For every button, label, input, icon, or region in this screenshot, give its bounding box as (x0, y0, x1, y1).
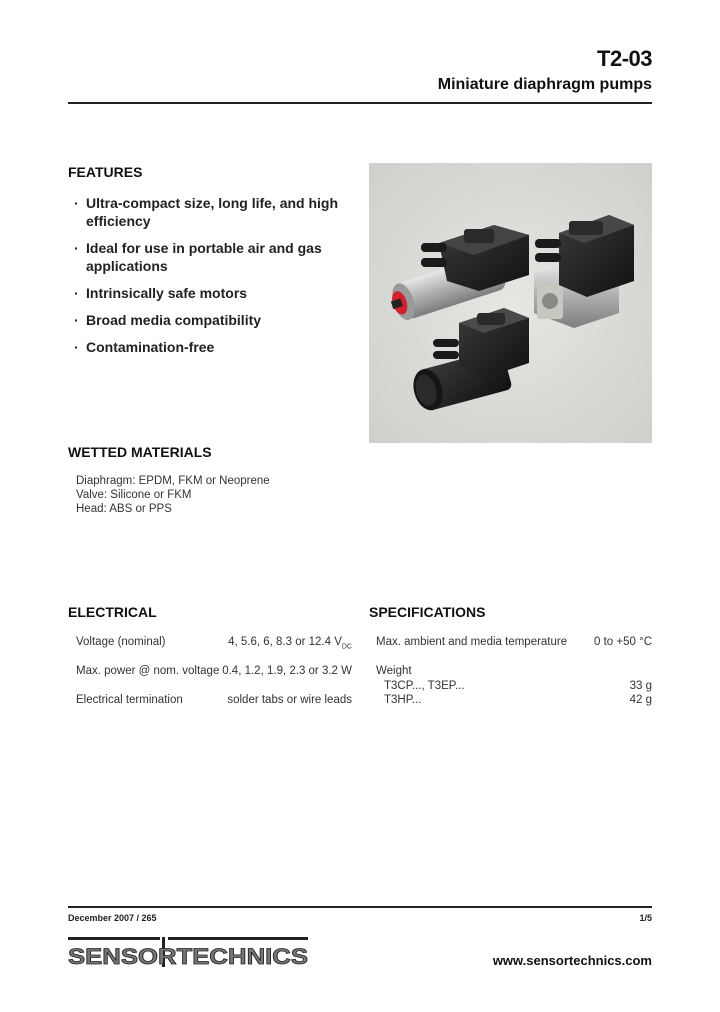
document-title: T2-03 (597, 46, 652, 71)
electrical-value: 0.4, 1.2, 1.9, 2.3 or 3.2 W (222, 665, 352, 677)
spec-value: 33 g (629, 680, 652, 692)
wetted-materials-list (76, 474, 270, 516)
wetted-materials-heading: WETTED MATERIALS (68, 444, 212, 460)
bullet-icon: · (74, 240, 79, 256)
footer-divider (68, 906, 652, 908)
company-logo (68, 937, 318, 976)
electrical-value: 4, 5.6, 6, 8.3 or 12.4 $V_{DC}$ (228, 636, 352, 651)
bullet-icon: · (74, 312, 79, 328)
wetted-line: Diaphragm: EPDM, FKM or Neoprene (76, 475, 270, 487)
feature-item: · Ultra-compact size, long life, and high efficiency (74, 195, 339, 229)
spec-sub-label: T3HP... (384, 694, 422, 706)
electrical-label: Max. power @ nom. voltage (76, 665, 220, 677)
bullet-icon: · (74, 195, 79, 211)
spec-value: 0 to +50 °C (594, 636, 652, 648)
header-divider (68, 102, 652, 104)
wetted-line: Valve: Silicone or FKM (76, 489, 192, 501)
wetted-line: Head: ABS or PPS (76, 503, 172, 515)
product-photo (369, 163, 652, 443)
electrical-label: Electrical termination (76, 694, 183, 706)
website-link[interactable]: www.sensortechnics.com (492, 953, 652, 968)
features-heading: FEATURES (68, 164, 143, 180)
footer-date: December 2007 / 265 (68, 913, 157, 923)
specifications-heading: SPECIFICATIONS (369, 604, 486, 620)
spec-sub-label: T3CP..., T3EP... (384, 680, 465, 692)
feature-item: · Broad media compatibility (74, 312, 262, 328)
electrical-heading: ELECTRICAL (68, 604, 157, 620)
bullet-icon: · (74, 339, 79, 355)
spec-value: 42 g (629, 694, 652, 706)
features-list (68, 194, 348, 365)
electrical-value: solder tabs or wire leads (227, 694, 352, 706)
unit-subscript: DC (341, 643, 352, 651)
feature-item: · Contamination-free (74, 339, 215, 355)
page-number: 1/5 (639, 913, 652, 923)
spec-label: Max. ambient and media temperature (376, 636, 568, 648)
spec-label: Weight (376, 665, 412, 677)
document-subtitle: Miniature diaphragm pumps (437, 76, 652, 93)
svg-text:SENSORTECHNICS: SENSORTECHNICS (68, 944, 308, 969)
bullet-icon: · (74, 285, 79, 301)
feature-item: · Intrinsically safe motors (74, 285, 248, 301)
electrical-label: Voltage (nominal) (76, 636, 166, 648)
feature-item: · Ideal for use in portable air and gas applications (74, 240, 322, 274)
